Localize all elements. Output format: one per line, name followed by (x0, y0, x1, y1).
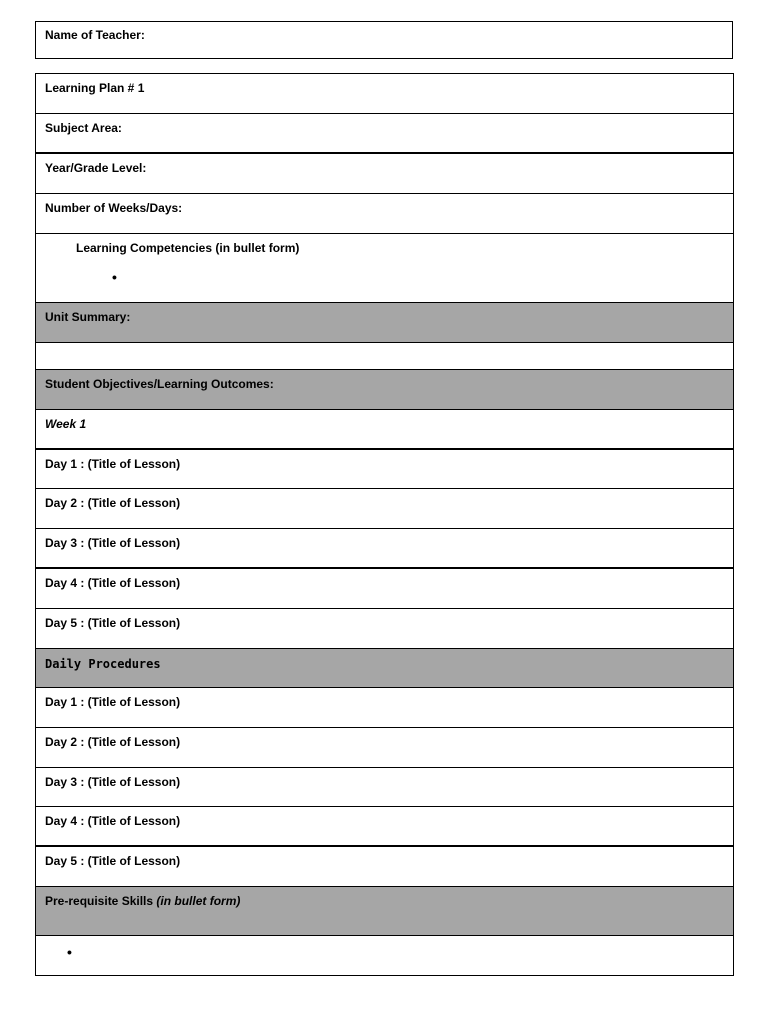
learning-plan-row[interactable] (36, 74, 733, 114)
objectives-label: Student Objectives/Learning Outcomes: (45, 377, 274, 391)
teacher-name-box[interactable] (35, 21, 733, 59)
daily-procedures-label: Daily Procedures (45, 657, 161, 671)
prereq-skills-field[interactable] (36, 936, 733, 975)
procedure-day-row[interactable] (36, 847, 733, 887)
learning-plan-label: Learning Plan # 1 (45, 81, 145, 95)
week-label: Week 1 (45, 417, 87, 431)
grade-level-row[interactable] (36, 154, 733, 194)
weeks-days-label: Number of Weeks/Days: (45, 201, 183, 215)
objective-day-row[interactable] (36, 489, 733, 529)
prereq-bullet: • (67, 944, 72, 960)
procedure-day-row[interactable] (36, 768, 733, 807)
objective-day-label: Day 2 : (Title of Lesson) (45, 496, 181, 510)
prereq-skills-label (45, 894, 240, 908)
week-row[interactable] (36, 410, 733, 450)
prereq-skills-hint: (in bullet form) (156, 894, 241, 908)
procedure-day-label: Day 2 : (Title of Lesson) (45, 735, 181, 749)
procedure-day-row[interactable] (36, 688, 733, 728)
unit-summary-label: Unit Summary: (45, 310, 131, 324)
weeks-days-row[interactable] (36, 194, 733, 234)
daily-procedures-header (36, 649, 733, 688)
objective-day-row[interactable] (36, 450, 733, 489)
grade-level-label: Year/Grade Level: (45, 161, 147, 175)
competencies-bullet: • (112, 269, 117, 285)
procedure-day-label: Day 3 : (Title of Lesson) (45, 775, 181, 789)
objective-day-label: Day 5 : (Title of Lesson) (45, 616, 181, 630)
objective-day-row[interactable] (36, 529, 733, 569)
objective-day-label: Day 3 : (Title of Lesson) (45, 536, 181, 550)
unit-summary-field[interactable] (36, 343, 733, 370)
prereq-skills-header (36, 887, 733, 936)
learning-plan-table (35, 73, 734, 976)
procedure-day-label: Day 1 : (Title of Lesson) (45, 695, 181, 709)
objective-day-label: Day 1 : (Title of Lesson) (45, 457, 181, 471)
objective-day-row[interactable] (36, 569, 733, 609)
objectives-header (36, 370, 733, 410)
competencies-label: Learning Competencies (in bullet form) (76, 241, 300, 255)
procedure-day-row[interactable] (36, 728, 733, 768)
prereq-skills-title: Pre-requisite Skills (45, 894, 157, 908)
teacher-name-label: Name of Teacher: (45, 28, 145, 42)
objective-day-row[interactable] (36, 609, 733, 649)
unit-summary-header (36, 303, 733, 343)
subject-area-label: Subject Area: (45, 121, 122, 135)
procedure-day-label: Day 5 : (Title of Lesson) (45, 854, 181, 868)
competencies-row[interactable] (36, 234, 733, 303)
subject-area-row[interactable] (36, 114, 733, 154)
procedure-day-label: Day 4 : (Title of Lesson) (45, 814, 181, 828)
objective-day-label: Day 4 : (Title of Lesson) (45, 576, 181, 590)
procedure-day-row[interactable] (36, 807, 733, 847)
